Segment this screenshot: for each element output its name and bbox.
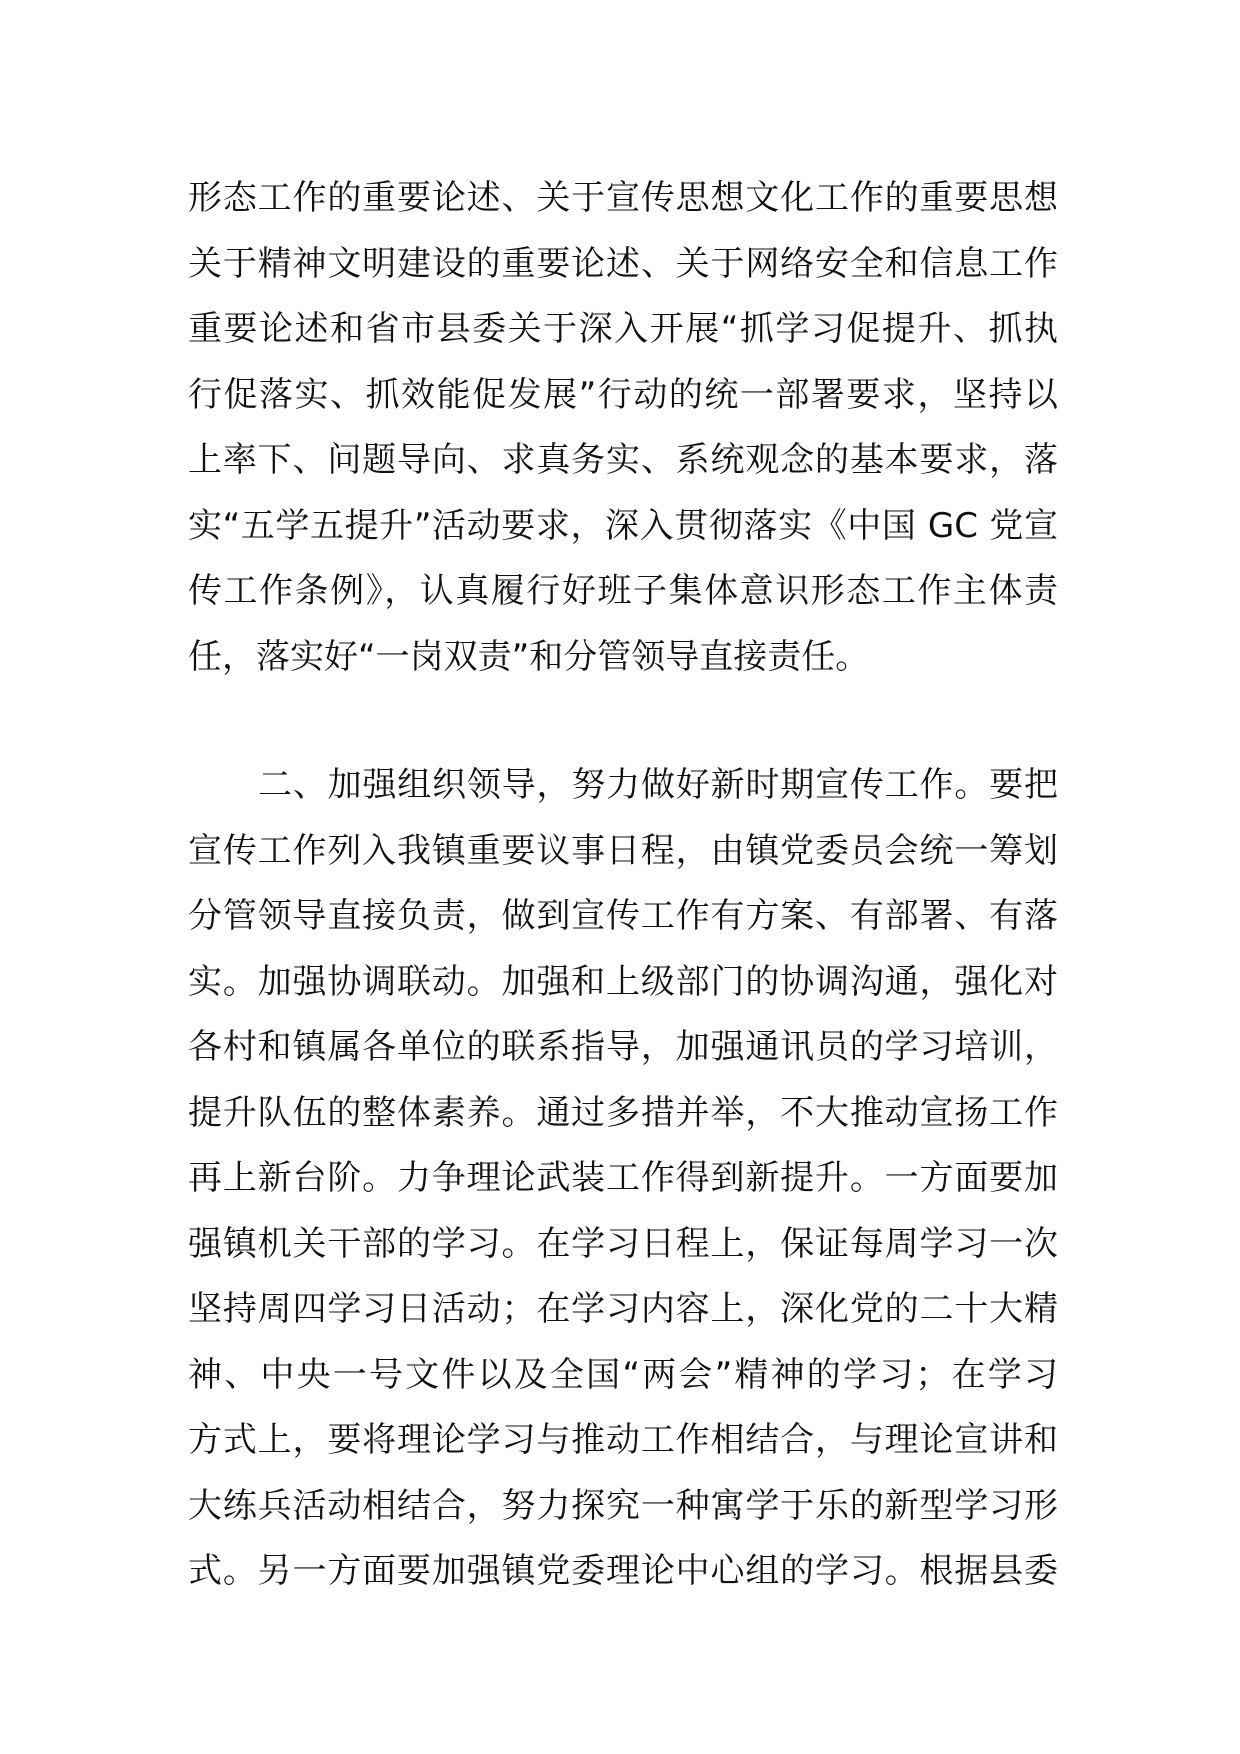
text-line: 任，落实好“一岗双责”和分管领导直接责任。 <box>188 636 870 677</box>
text-line: 关于精神文明建设的重要论述、关于网络安全和信息工作 <box>188 243 1058 284</box>
paragraph-1 <box>188 166 1068 690</box>
text-line: 各村和镇属各单位的联系指导，加强通讯员的学习培训， <box>188 1027 1058 1067</box>
text-line: 大练兵活动相结合，努力探究一种寓学于乐的新型学习形 <box>188 1485 1058 1526</box>
text-line: 实。加强协调联动。加强和上级部门的协调沟通，强化对 <box>188 961 1058 1002</box>
text-line: 提升队伍的整体素养。通过多措并举，不大推动宣扬工作 <box>188 1092 1058 1133</box>
text-line: 宣传工作列入我镇重要议事日程，由镇党委员会统一筹划 <box>188 830 1058 871</box>
text-line: 坚持周四学习日活动；在学习内容上，深化党的二十大精 <box>188 1289 1058 1329</box>
text-line: 分管领导直接负责，做到宣传工作有方案、有部署、有落 <box>188 896 1058 936</box>
text-line: 上率下、问题导向、求真务实、系统观念的基本要求，落 <box>188 440 1058 480</box>
text-line: 传工作条例》，认真履行好班子集体意识形态工作主体责 <box>188 571 1058 611</box>
text-line: 再上新台阶。力争理论武装工作得到新提升。一方面要加 <box>188 1158 1058 1198</box>
text-line: 实“五学五提升”活动要求，深入贯彻落实《中国 GC 党宣 <box>188 505 1058 546</box>
text-line: 重要论述和省市县委关于深入开展“抓学习促提升、抓执 <box>188 309 1058 349</box>
text-line: 式。另一方面要加强镇党委理论中心组的学习。根据县委 <box>188 1551 1058 1591</box>
text-line: 形态工作的重要论述、关于宣传思想文化工作的重要思想 <box>188 178 1058 218</box>
text-line: 强镇机关干部的学习。在学习日程上，保证每周学习一次 <box>188 1223 1058 1264</box>
paragraph-2 <box>188 753 1068 1605</box>
text-line: 行促落实、抓效能促发展”行动的统一部署要求，坚持以 <box>188 374 1058 415</box>
text-line: 神、中央一号文件以及全国“两会”精神的学习；在学习 <box>188 1354 1058 1395</box>
text-line: 方式上，要将理论学习与推动工作相结合，与理论宣讲和 <box>188 1420 1058 1460</box>
text-line: 二、加强组织领导，努力做好新时期宣传工作。要把 <box>258 765 1058 805</box>
